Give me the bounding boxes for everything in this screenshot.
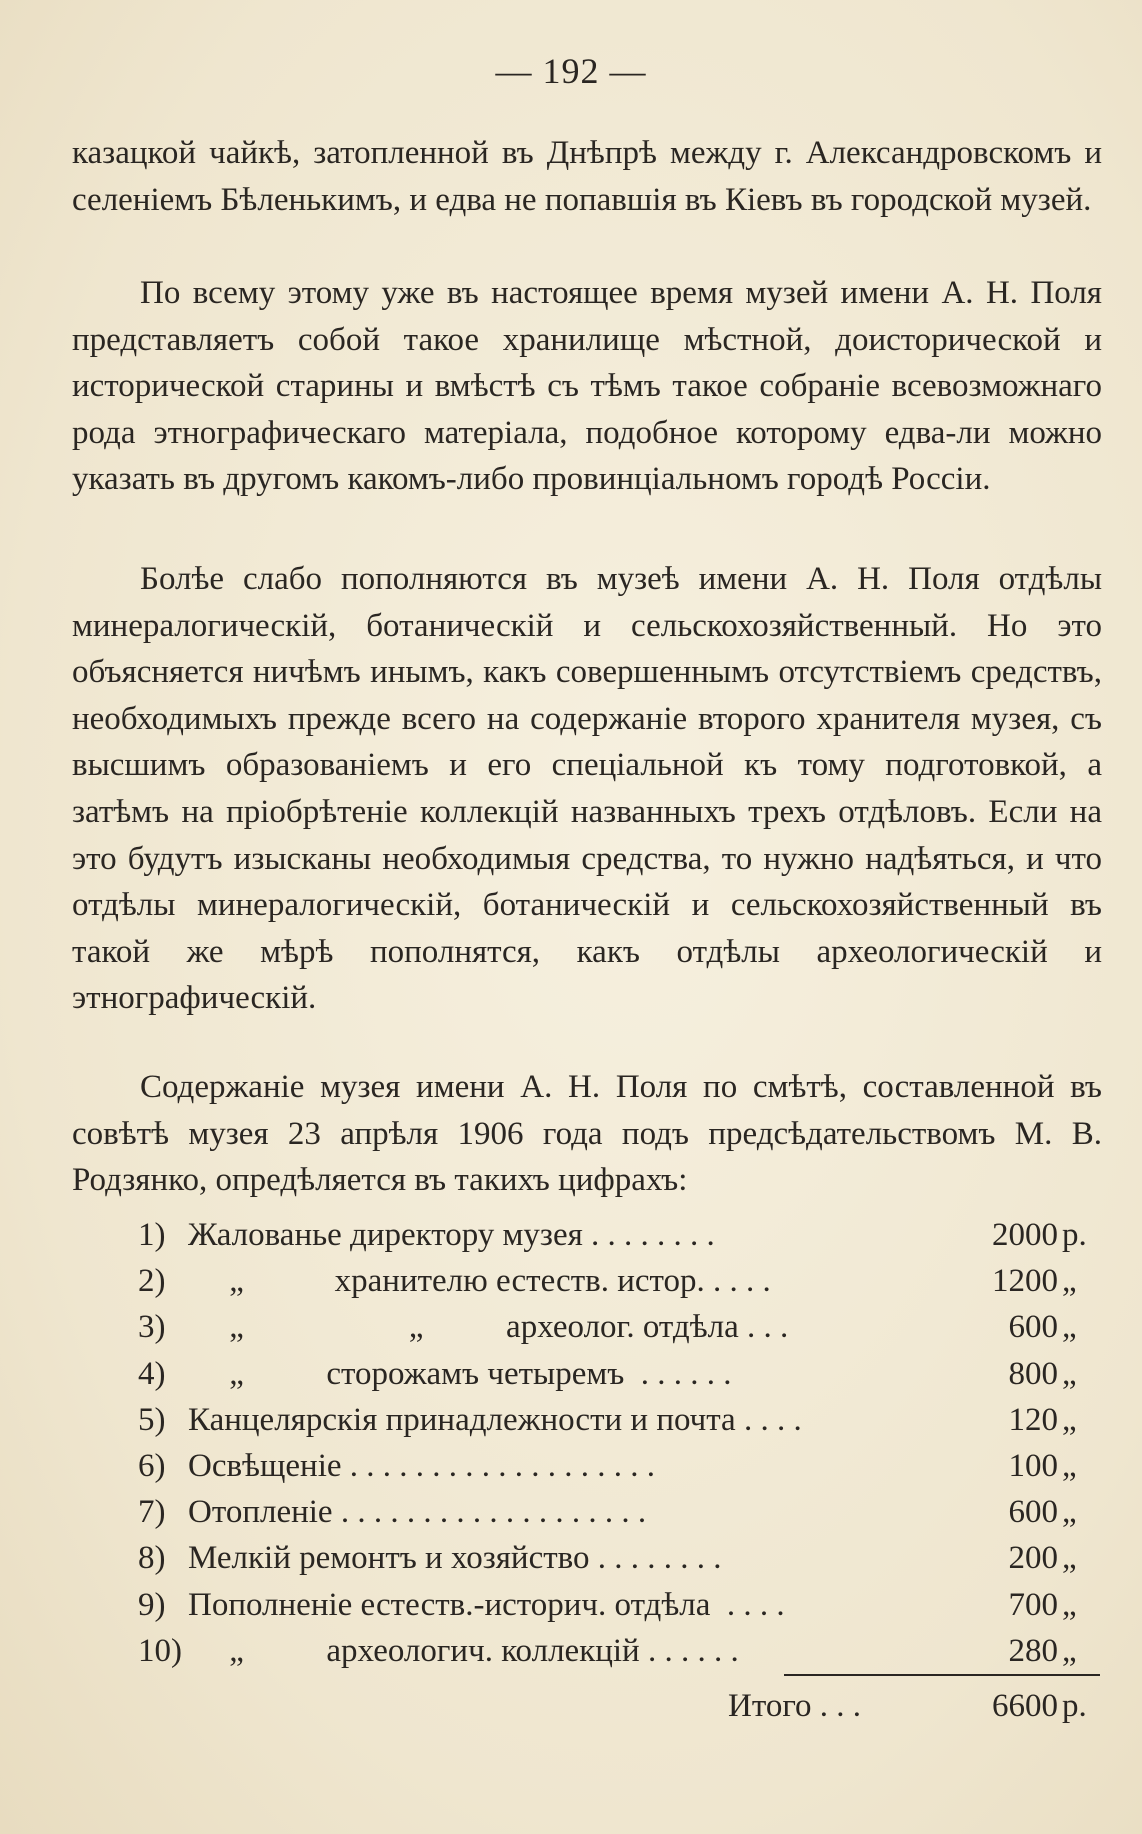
item-number: 5) xyxy=(138,1401,166,1438)
item-unit: „ xyxy=(1062,1586,1077,1623)
item-number: 9) xyxy=(138,1586,166,1623)
budget-item xyxy=(138,1443,1100,1489)
item-number: 8) xyxy=(138,1540,166,1577)
item-amount: 120 xyxy=(1008,1401,1058,1438)
item-amount: 280 xyxy=(1008,1632,1058,1669)
item-description: „ сторожамъ четыремъ . . . . . . xyxy=(188,1355,732,1392)
item-amount: 2000 xyxy=(992,1217,1058,1253)
budget-item xyxy=(138,1489,1100,1535)
item-amount: 600 xyxy=(1008,1309,1058,1346)
total-rule xyxy=(784,1674,1100,1676)
budget-total xyxy=(600,1682,1100,1730)
item-number: 6) xyxy=(138,1447,166,1484)
item-description: Отопленіе . . . . . . . . . . . . . . . . . . . xyxy=(188,1494,647,1531)
budget-item xyxy=(138,1212,1100,1258)
paragraph-3: Болѣе слабо пополняются въ музеѣ имени А. Н. Поля отдѣлы минералогическій, ботаническій и сельскохозяйственный. Но это объясняется ничѣмъ инымъ, какъ совершеннымъ отсутствіемъ средствъ, необходимыхъ прежде всего на содержаніе второго хранителя музея, съ высшимъ образованіемъ и его спеціальной къ тому подготовкой, а затѣмъ на пріобрѣтеніе коллекцій названныхъ трехъ отдѣловъ. Если на это будутъ изысканы необходимыя средства, то нужно надѣяться, и что отдѣлы минералогическій, ботаническій и сельскохозяйственный въ такой же мѣрѣ пополнятся, какъ отдѣлы археологическій и этнографическій. xyxy=(72,561,1102,1017)
item-number: 10) xyxy=(138,1632,182,1669)
item-unit: „ xyxy=(1062,1309,1077,1346)
item-unit: „ xyxy=(1062,1540,1077,1577)
item-description: Мелкій ремонтъ и хозяйство . . . . . . . . xyxy=(188,1540,722,1577)
item-description: Пополненіе естеств.-историч. отдѣла . . . . xyxy=(188,1586,785,1623)
paragraph-1: казацкой чайкѣ, затопленной въ Днѣпрѣ между г. Александровскомъ и селеніемъ Бѣленькимъ, и едва не попавшія въ Кіевъ въ городской музей. xyxy=(72,135,1102,218)
item-number: 3) xyxy=(138,1309,166,1346)
budget-item xyxy=(138,1397,1100,1443)
item-number: 1) xyxy=(138,1217,166,1253)
total-amount: 6600 xyxy=(992,1688,1058,1724)
item-unit: „ xyxy=(1062,1447,1077,1484)
budget-list xyxy=(138,1212,1100,1674)
item-unit: „ xyxy=(1062,1355,1077,1392)
item-amount: 200 xyxy=(1008,1540,1058,1577)
item-unit: „ xyxy=(1062,1263,1077,1300)
item-number: 7) xyxy=(138,1494,166,1531)
item-amount: 600 xyxy=(1008,1494,1058,1531)
item-number: 2) xyxy=(138,1263,166,1300)
budget-item xyxy=(138,1351,1100,1397)
item-amount: 700 xyxy=(1008,1586,1058,1623)
budget-item xyxy=(138,1628,1100,1674)
budget-item xyxy=(138,1258,1100,1304)
item-description: „ археологич. коллекцій . . . . . . xyxy=(188,1632,739,1669)
paragraph-2: По всему этому уже въ настоящее время музей имени А. Н. Поля представляетъ собой такое хранилище мѣстной, доисторической и исторической старины и вмѣстѣ съ тѣмъ такое собраніе всевозможнаго рода этнографическаго матеріала, подобное которому едва-ли можно указать въ другомъ какомъ-либо провинціальномъ городѣ Россіи. xyxy=(72,275,1102,498)
total-unit: р. xyxy=(1062,1688,1087,1724)
item-description: Освѣщеніе . . . . . . . . . . . . . . . . . . . xyxy=(188,1447,656,1484)
item-amount: 100 xyxy=(1008,1447,1058,1484)
item-unit: р. xyxy=(1062,1217,1087,1253)
page-number: — 192 — xyxy=(495,51,647,91)
item-unit: „ xyxy=(1062,1494,1077,1531)
item-unit: „ xyxy=(1062,1632,1077,1669)
item-amount: 1200 xyxy=(992,1263,1058,1300)
total-label: Итого . . . xyxy=(728,1688,862,1724)
item-description: „ хранителю естеств. истор. . . . . xyxy=(188,1263,771,1300)
budget-item xyxy=(138,1535,1100,1581)
paragraph-4: Содержаніе музея имени А. Н. Поля по смѣтѣ, составленной въ совѣтѣ музея 23 апрѣля 1906 года подъ предсѣдательствомъ М. В. Родзянко, опредѣляется въ такихъ цифрахъ: xyxy=(72,1069,1102,1199)
item-description: „ „ археолог. отдѣла . . . xyxy=(188,1309,789,1346)
budget-item xyxy=(138,1304,1100,1350)
item-description: Канцелярскія принадлежности и почта . . . . xyxy=(188,1401,802,1438)
item-number: 4) xyxy=(138,1355,166,1392)
item-unit: „ xyxy=(1062,1401,1077,1438)
item-amount: 800 xyxy=(1008,1355,1058,1392)
item-description: Жалованье директору музея . . . . . . . . xyxy=(188,1217,715,1253)
budget-item xyxy=(138,1582,1100,1628)
